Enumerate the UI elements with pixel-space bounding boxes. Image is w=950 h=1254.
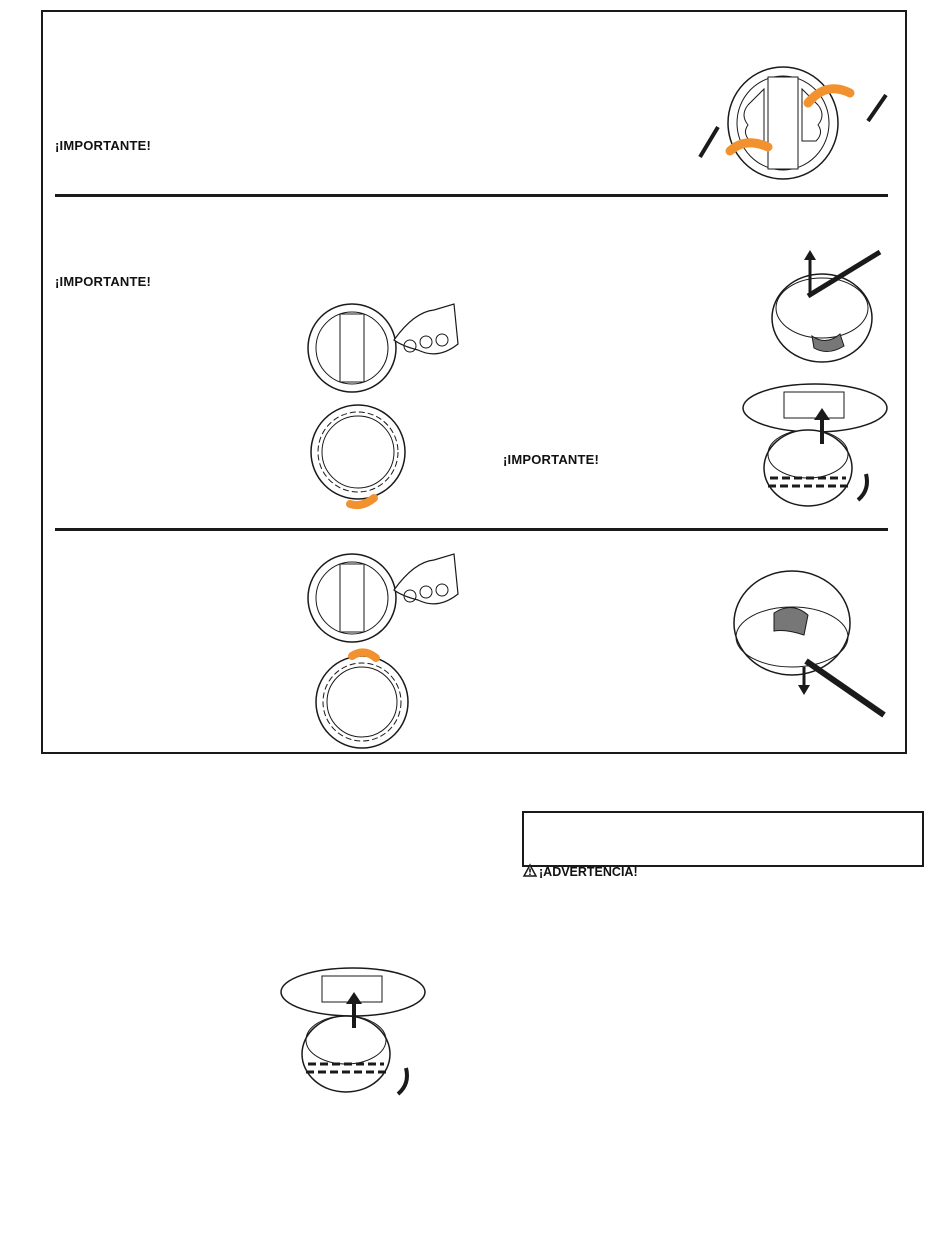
warning-box — [522, 811, 924, 867]
mounting-plate-screws-illustration — [690, 65, 900, 190]
ring-rotate-illustration — [306, 400, 416, 515]
important-label-1: ¡IMPORTANTE! — [55, 138, 152, 153]
section-divider-1 — [55, 194, 888, 197]
important-label-2: ¡IMPORTANTE! — [55, 274, 152, 289]
plate-with-hand-illustration — [306, 300, 466, 395]
warning-triangle-icon — [523, 864, 537, 880]
detector-screwdriver-remove-illustration — [730, 565, 890, 725]
warning-label: ¡ADVERTENCIA! — [539, 865, 638, 879]
detector-screwdriver-release-illustration — [770, 248, 885, 373]
section-divider-2 — [55, 528, 888, 531]
plate-with-hand-illustration-2 — [306, 550, 466, 645]
ring-rotate-illustration-2 — [310, 644, 420, 752]
warning-heading — [523, 864, 638, 880]
detector-attach-plate-illustration-2 — [278, 966, 428, 1098]
important-label-3: ¡IMPORTANTE! — [503, 452, 600, 467]
detector-attach-plate-illustration-1 — [740, 382, 890, 512]
